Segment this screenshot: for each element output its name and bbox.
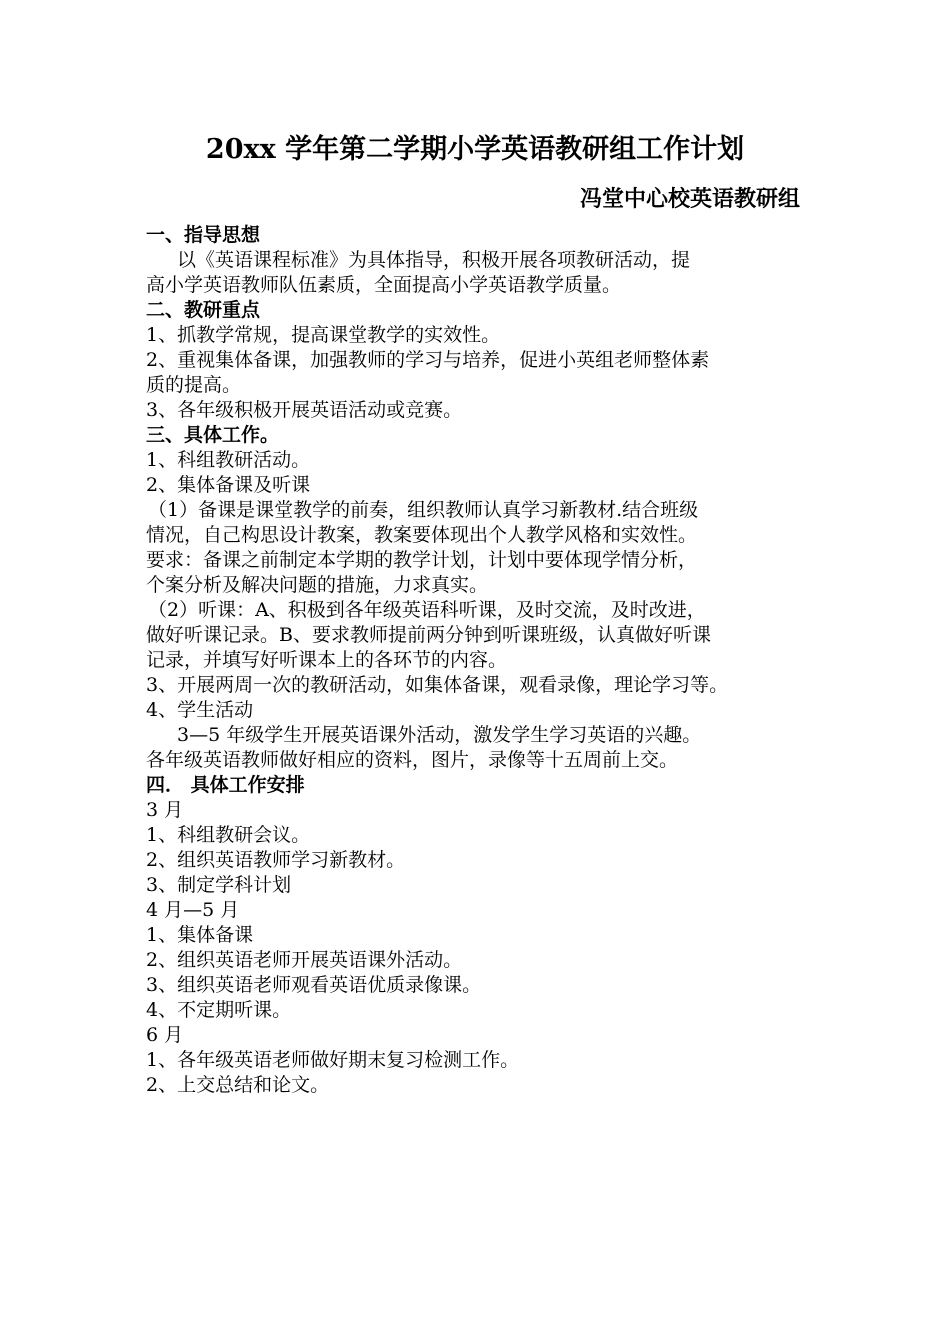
text-line: 个案分析及解决问题的措施，力求真实。 bbox=[146, 574, 489, 596]
section-heading: 一、指导思想 bbox=[146, 224, 261, 246]
text-line: 记录，并填写好听课本上的各环节的内容。 bbox=[146, 649, 508, 671]
text-line: 2、上交总结和论文。 bbox=[146, 1074, 330, 1096]
text-line: （2）听课：A、积极到各年级英语科听课，及时交流，及时改进， bbox=[148, 599, 706, 621]
section-heading: 三、具体工作。 bbox=[146, 424, 280, 446]
text-line: 2、集体备课及听课 bbox=[146, 474, 311, 496]
text-line: 6 月 bbox=[146, 1024, 184, 1046]
section-heading: 四． 具体工作安排 bbox=[146, 774, 305, 796]
text-line: 质的提高。 bbox=[146, 374, 242, 396]
text-line: 4、学生活动 bbox=[146, 699, 254, 721]
text-line: 2、重视集体备课，加强教师的学习与培养，促进小英组老师整体素 bbox=[146, 349, 710, 371]
text-line: （1）备课是课堂教学的前奏，组织教师认真学习新教材.结合班级 bbox=[148, 499, 699, 521]
text-line: 以《英语课程标准》为具体指导，积极开展各项教研活动，提 bbox=[177, 249, 691, 271]
text-line: 3 月 bbox=[146, 799, 184, 821]
text-line: 1、各年级英语老师做好期末复习检测工作。 bbox=[146, 1049, 520, 1071]
text-line: 3、制定学科计划 bbox=[146, 874, 292, 896]
text-line: 2、组织英语老师开展英语课外活动。 bbox=[146, 949, 463, 971]
text-line: 4、不定期听课。 bbox=[146, 999, 292, 1021]
text-line: 2、组织英语教师学习新教材。 bbox=[146, 849, 406, 871]
text-line: 1、抓教学常规，提高课堂教学的实效性。 bbox=[146, 324, 501, 346]
document-author: 冯堂中心校英语教研组 bbox=[579, 186, 800, 212]
text-line: 4 月—5 月 bbox=[146, 899, 240, 921]
text-line: 3、各年级积极开展英语活动或竞赛。 bbox=[146, 399, 463, 421]
text-line: 高小学英语教师队伍素质，全面提高小学英语教学质量。 bbox=[146, 274, 622, 296]
text-line: 3—5 年级学生开展英语课外活动，激发学生学习英语的兴趣。 bbox=[177, 724, 702, 746]
text-line: 3、组织英语老师观看英语优质录像课。 bbox=[146, 974, 482, 996]
document-title: 20xx 学年第二学期小学英语教研组工作计划 bbox=[205, 134, 745, 165]
document-body bbox=[146, 223, 836, 1098]
text-line: 1、科组教研会议。 bbox=[146, 824, 311, 846]
text-line: 做好听课记录。B、要求教师提前两分钟到听课班级，认真做好听课 bbox=[146, 624, 711, 646]
text-line: 1、集体备课 bbox=[146, 924, 254, 946]
text-line: 1、科组教研活动。 bbox=[146, 449, 311, 471]
section-heading: 二、教研重点 bbox=[146, 299, 261, 321]
text-line: 要求：备课之前制定本学期的教学计划，计划中要体现学情分析， bbox=[146, 549, 698, 571]
text-line: 各年级英语教师做好相应的资料，图片，录像等十五周前上交。 bbox=[146, 749, 679, 771]
text-line: 情况，自己构思设计教案，教案要体现出个人教学风格和实效性。 bbox=[146, 524, 698, 546]
text-line: 3、开展两周一次的教研活动，如集体备课，观看录像，理论学习等。 bbox=[146, 674, 729, 696]
